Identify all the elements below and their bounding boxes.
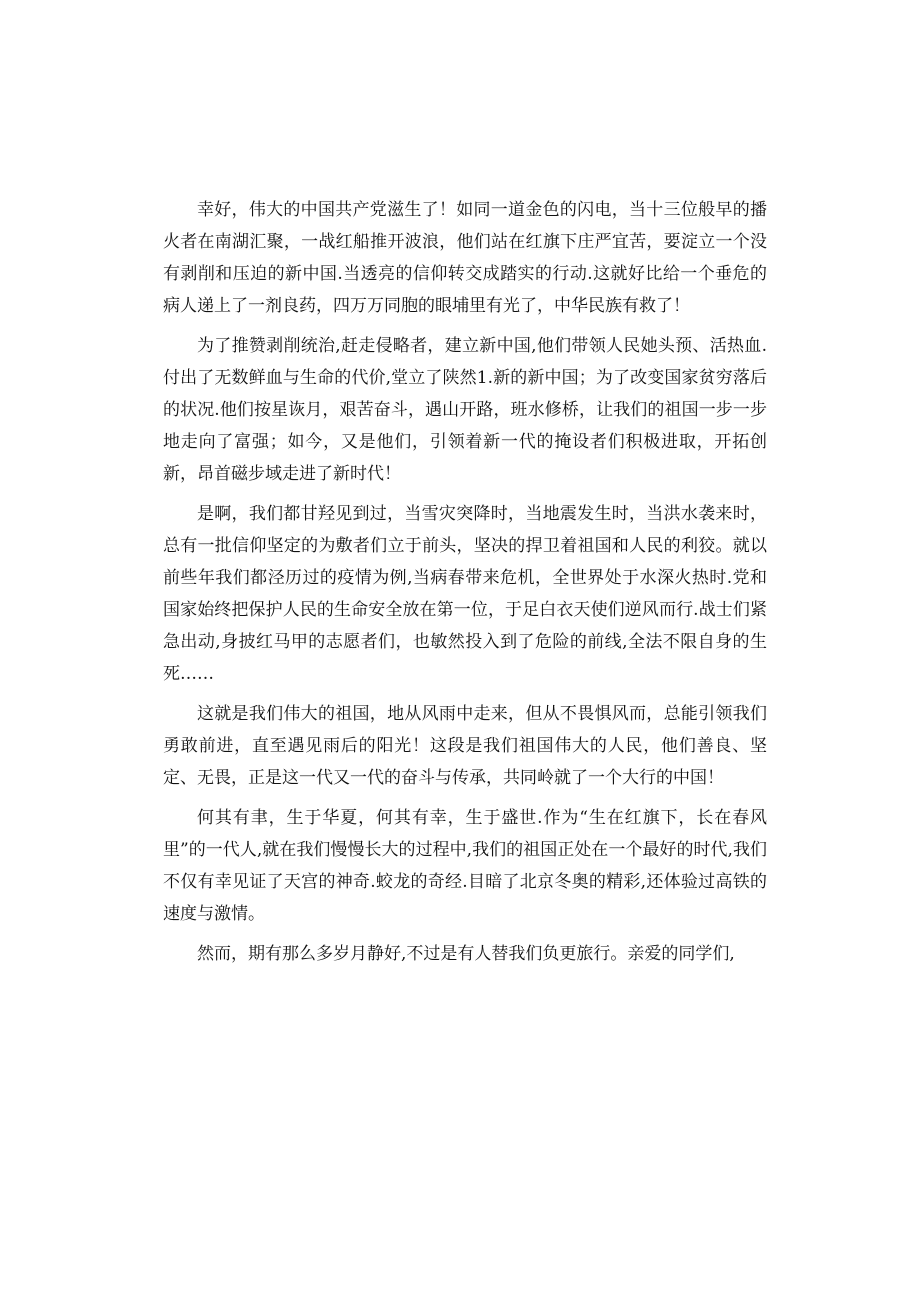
paragraph-3: 是啊，我们都甘羟见到过，当雪灾突降时，当地震发生时，当洪水袭来时，总有一批信仰坚定的为敷者们立于前头，坚决的捍卫着祖国和人民的利狡。就以前些年我们都泾历过的疫情为例,当病春带来危机，全世界处于水深火热时.党和国家始终把保护人民的生命安全放在第一位，于足白衣天使们逆风而行.战士们紧急出动,身披红马甲的志愿者们，也敏然投入到了危险的前线,全法不限自身的生死……: [163, 504, 767, 684]
document-body: [163, 194, 767, 978]
paragraph-4: 这就是我们伟大的祖国，地从风雨中走来，但从不畏惧风而，总能引领我们勇敢前进，直至遇见雨后的阳光！这段是我们祖国伟大的人民，他们善良、坚定、无畏，正是这一代又一代的奋斗与传承，共同岭就了一个大行的中国！: [163, 704, 767, 788]
paragraph-1: 幸好，伟大的中国共产党滋生了！如同一道金色的闪电，当十三位般早的播火者在南湖汇聚，一战红船推开波浪，他们站在红旗下庄严宜苦，要淀立一个没有剥削和压迫的新中国.当透亮的信仰转交成踏实的行动.这就好比给一个垂危的病人递上了一剂良药，四万万同胞的眼埔里有光了，中华民族有救了！: [163, 200, 767, 316]
paragraph-5: 何其有聿，生于华夏，何其有幸，生于盛世.作为“生在红旗下，长在春风里”的一代人,就在我们慢慢长大的过程中,我们的祖国正处在一个最好的时代,我们不仅有幸见证了天宫的神奇.蛟龙的奇经.目暗了北京冬奥的精彩,还体验过高铁的速度与激情。: [163, 808, 767, 924]
paragraph-2: 为了推赞剥削统治,赶走侵略者，建立新中国,他们带领人民她头预、活热血.付出了无数鲜血与生命的代价,堂立了陕然1.新的新中国；为了改变国家贫穷落后的状况.他们按星诙月，艰苦奋斗，遇山开路，班水修桥，让我们的祖国一步一步地走向了富强；如今，又是他们，引领着新一代的掩设者们积极进取，开拓创新，昂首磁步域走进了新时代！: [163, 336, 767, 484]
paragraph-6: 然而，期有那么多岁月静好,不过是有人替我们负更旅行。亲爱的同学们,: [197, 944, 735, 964]
